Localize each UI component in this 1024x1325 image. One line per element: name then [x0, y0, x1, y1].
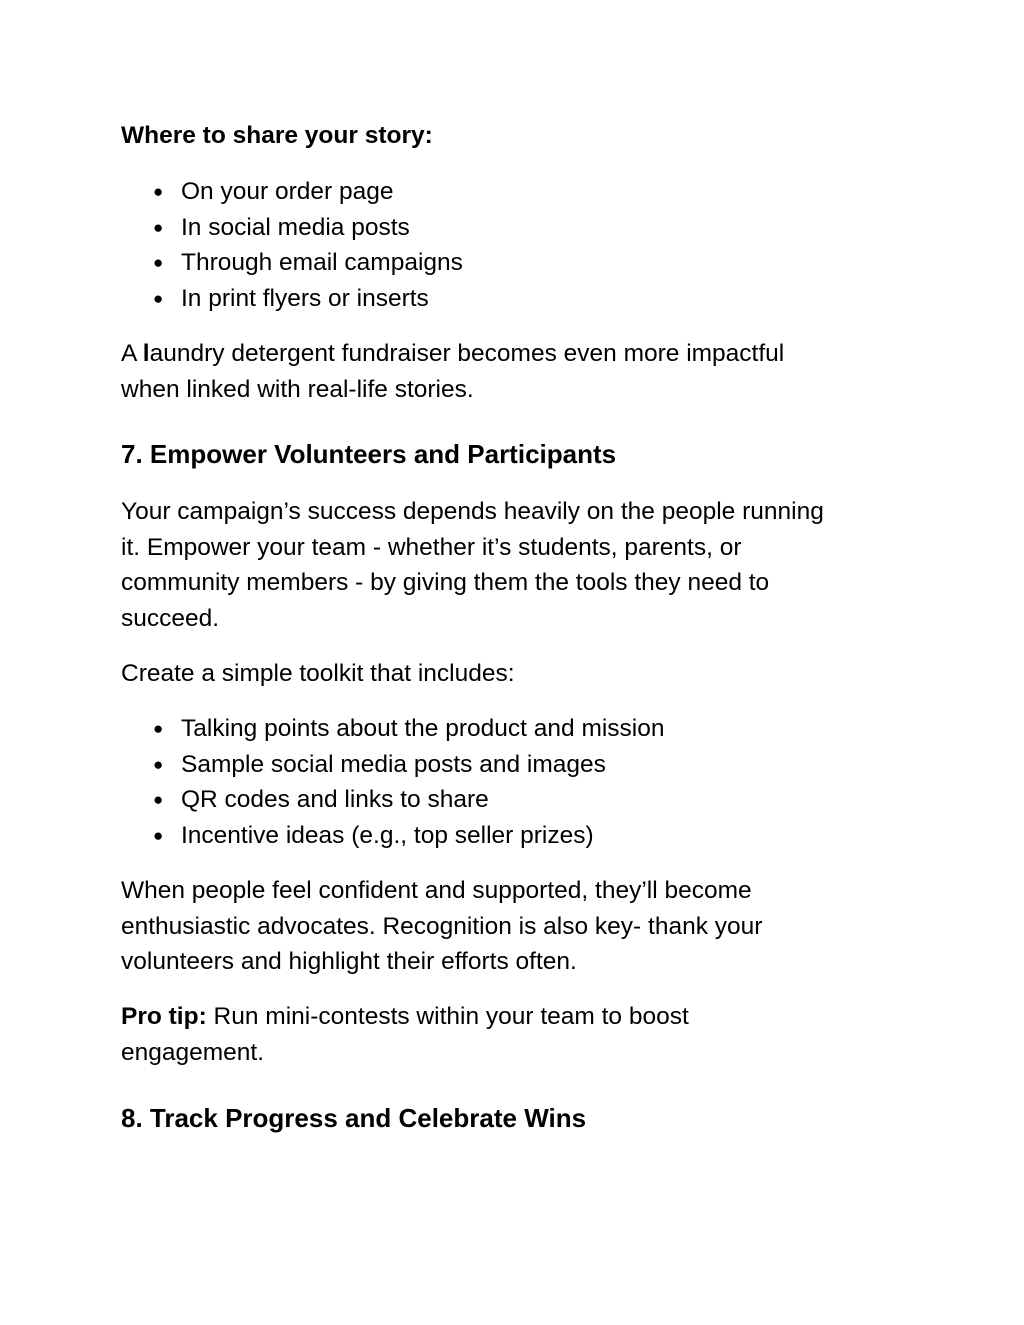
- paragraph-line: A laundry detergent fundraiser becomes even more impactful: [121, 340, 785, 367]
- section-7-heading: 7. Empower Volunteers and Participants: [121, 439, 617, 469]
- paragraph-line: engagement.: [121, 1038, 265, 1066]
- pro-tip-label: Pro tip:: [121, 1003, 207, 1030]
- toolkit-bullet-list: [121, 711, 911, 853]
- list-item: ● QR codes and links to share: [121, 782, 911, 818]
- paragraph-line: it. Empower your team - whether it’s students, parents, or: [121, 533, 742, 561]
- list-item: ● Talking points about the product and mission: [121, 711, 911, 747]
- bullet-icon: ●: [153, 754, 164, 774]
- story-bullet-list: [121, 174, 911, 316]
- section-7-paragraph-1: [121, 494, 911, 636]
- paragraph-line: succeed.: [121, 604, 220, 632]
- paragraph-line: when linked with real-life stories.: [121, 375, 474, 403]
- bullet-icon: ●: [153, 217, 164, 237]
- pro-tip-paragraph: [121, 999, 911, 1070]
- bullet-icon: ●: [153, 288, 164, 308]
- paragraph-line: enthusiastic advocates. Recognition is also key- thank your: [121, 912, 763, 940]
- paragraph-line: Pro tip: Run mini-contests within your team to boost: [121, 1003, 689, 1030]
- story-heading: Where to share your story:: [121, 122, 433, 149]
- paragraph-line: When people feel confident and supported, they’ll become: [121, 877, 752, 904]
- list-item: ● On your order page: [121, 174, 911, 210]
- list-item: ● Sample social media posts and images: [121, 747, 911, 783]
- section-7-paragraph-3: [121, 873, 911, 980]
- list-item: ● Through email campaigns: [121, 245, 911, 281]
- paragraph-line: Your campaign’s success depends heavily on the people running: [121, 498, 824, 525]
- list-item: ● Incentive ideas (e.g., top seller prizes): [121, 818, 911, 854]
- bullet-icon: ●: [153, 182, 164, 201]
- paragraph-line: community members - by giving them the tools they need to: [121, 569, 770, 596]
- story-paragraph: [121, 336, 911, 407]
- section-8-heading: 8. Track Progress and Celebrate Wins: [121, 1103, 587, 1133]
- list-item: ● In social media posts: [121, 210, 911, 246]
- bullet-icon: ●: [153, 253, 164, 272]
- bullet-icon: ●: [153, 790, 164, 809]
- section-7-paragraph-2: Create a simple toolkit that includes:: [121, 660, 515, 687]
- list-item: ● In print flyers or inserts: [121, 281, 911, 317]
- bullet-icon: ●: [153, 825, 164, 845]
- bullet-icon: ●: [153, 719, 164, 738]
- paragraph-line: volunteers and highlight their efforts often.: [121, 948, 577, 975]
